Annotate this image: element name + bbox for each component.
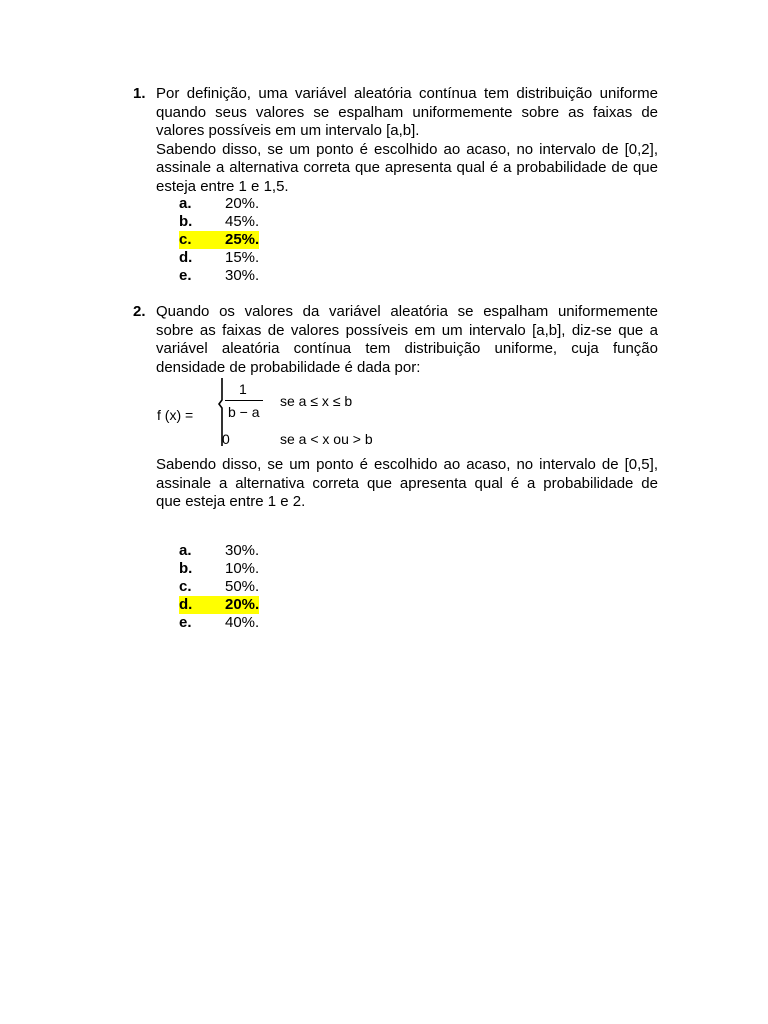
option-value: 20%. — [225, 195, 260, 212]
option-letter: c. — [179, 578, 192, 595]
question-2-option-e — [179, 614, 259, 632]
question-2-text — [156, 303, 658, 377]
question-2-option-d-highlighted — [179, 596, 259, 614]
option-letter: d. — [179, 596, 193, 613]
option-value: 30%. — [225, 542, 260, 559]
formula-case2-condition: se a < x ou > b — [280, 431, 373, 447]
question-text-line: que esteja entre 1 e 2. — [156, 493, 306, 510]
option-value: 15%. — [225, 249, 260, 266]
option-value: 30%. — [225, 267, 260, 284]
option-letter: c. — [179, 231, 192, 248]
fraction-bar — [225, 400, 263, 401]
option-value: 20%. — [225, 596, 260, 613]
formula-denominator: b − a — [228, 404, 260, 420]
question-2-option-b — [179, 560, 259, 578]
formula-lhs: f (x) = — [157, 407, 194, 423]
question-text-line: sobre as faixas de valores possíveis em um intervalo [a,b], diz-se que a — [156, 321, 658, 339]
option-letter: d. — [179, 249, 193, 266]
option-letter: a. — [179, 542, 192, 559]
formula-case2-value: 0 — [222, 431, 230, 447]
option-value: 45%. — [225, 213, 260, 230]
question-2-option-a — [179, 542, 259, 560]
question-2-number: 2. — [133, 303, 146, 320]
option-letter: e. — [179, 614, 192, 631]
question-1-number: 1. — [133, 85, 146, 102]
question-text-line: Sabendo disso, se um ponto é escolhido ao acaso, no intervalo de [0,5], — [156, 456, 658, 473]
option-value: 50%. — [225, 578, 260, 595]
question-1-option-c-highlighted — [179, 231, 259, 249]
question-text-line: assinale a alternativa correta que apresenta qual é a probabilidade de — [156, 474, 658, 492]
question-text-line: densidade de probabilidade é dada por: — [156, 358, 421, 376]
question-2-text-after-formula — [156, 456, 658, 512]
question-text-line: quando seus valores se espalham uniformemente sobre as faixas de — [156, 103, 658, 121]
option-letter: b. — [179, 560, 193, 577]
option-letter: a. — [179, 195, 192, 212]
question-text-line: variável aleatória contínua tem distribuição uniforme, cuja função — [156, 340, 658, 357]
question-1-text — [156, 85, 658, 196]
formula-case1-condition: se a ≤ x ≤ b — [280, 393, 353, 409]
question-text-line: Quando os valores da variável aleatória se espalham uniformemente — [156, 303, 658, 320]
option-value: 25%. — [225, 231, 260, 248]
option-letter: b. — [179, 213, 193, 230]
question-2-option-c — [179, 578, 259, 596]
question-1-option-e — [179, 267, 259, 285]
formula-numerator: 1 — [239, 381, 247, 397]
option-letter: e. — [179, 267, 192, 284]
question-1-option-b — [179, 213, 259, 231]
question-1-option-d — [179, 249, 259, 267]
question-text-line: assinale a alternativa correta que apresenta qual é a probabilidade de que — [156, 159, 658, 176]
option-value: 10%. — [225, 560, 260, 577]
question-1-option-a — [179, 195, 259, 213]
question-text-line: esteja entre 1 e 1,5. — [156, 177, 289, 195]
question-text-line: Sabendo disso, se um ponto é escolhido ao acaso, no intervalo de [0,2], — [156, 140, 658, 158]
question-text-line: Por definição, uma variável aleatória contínua tem distribuição uniforme — [156, 85, 658, 102]
question-text-line: valores possíveis em um intervalo [a,b]. — [156, 122, 420, 139]
option-value: 40%. — [225, 614, 260, 631]
